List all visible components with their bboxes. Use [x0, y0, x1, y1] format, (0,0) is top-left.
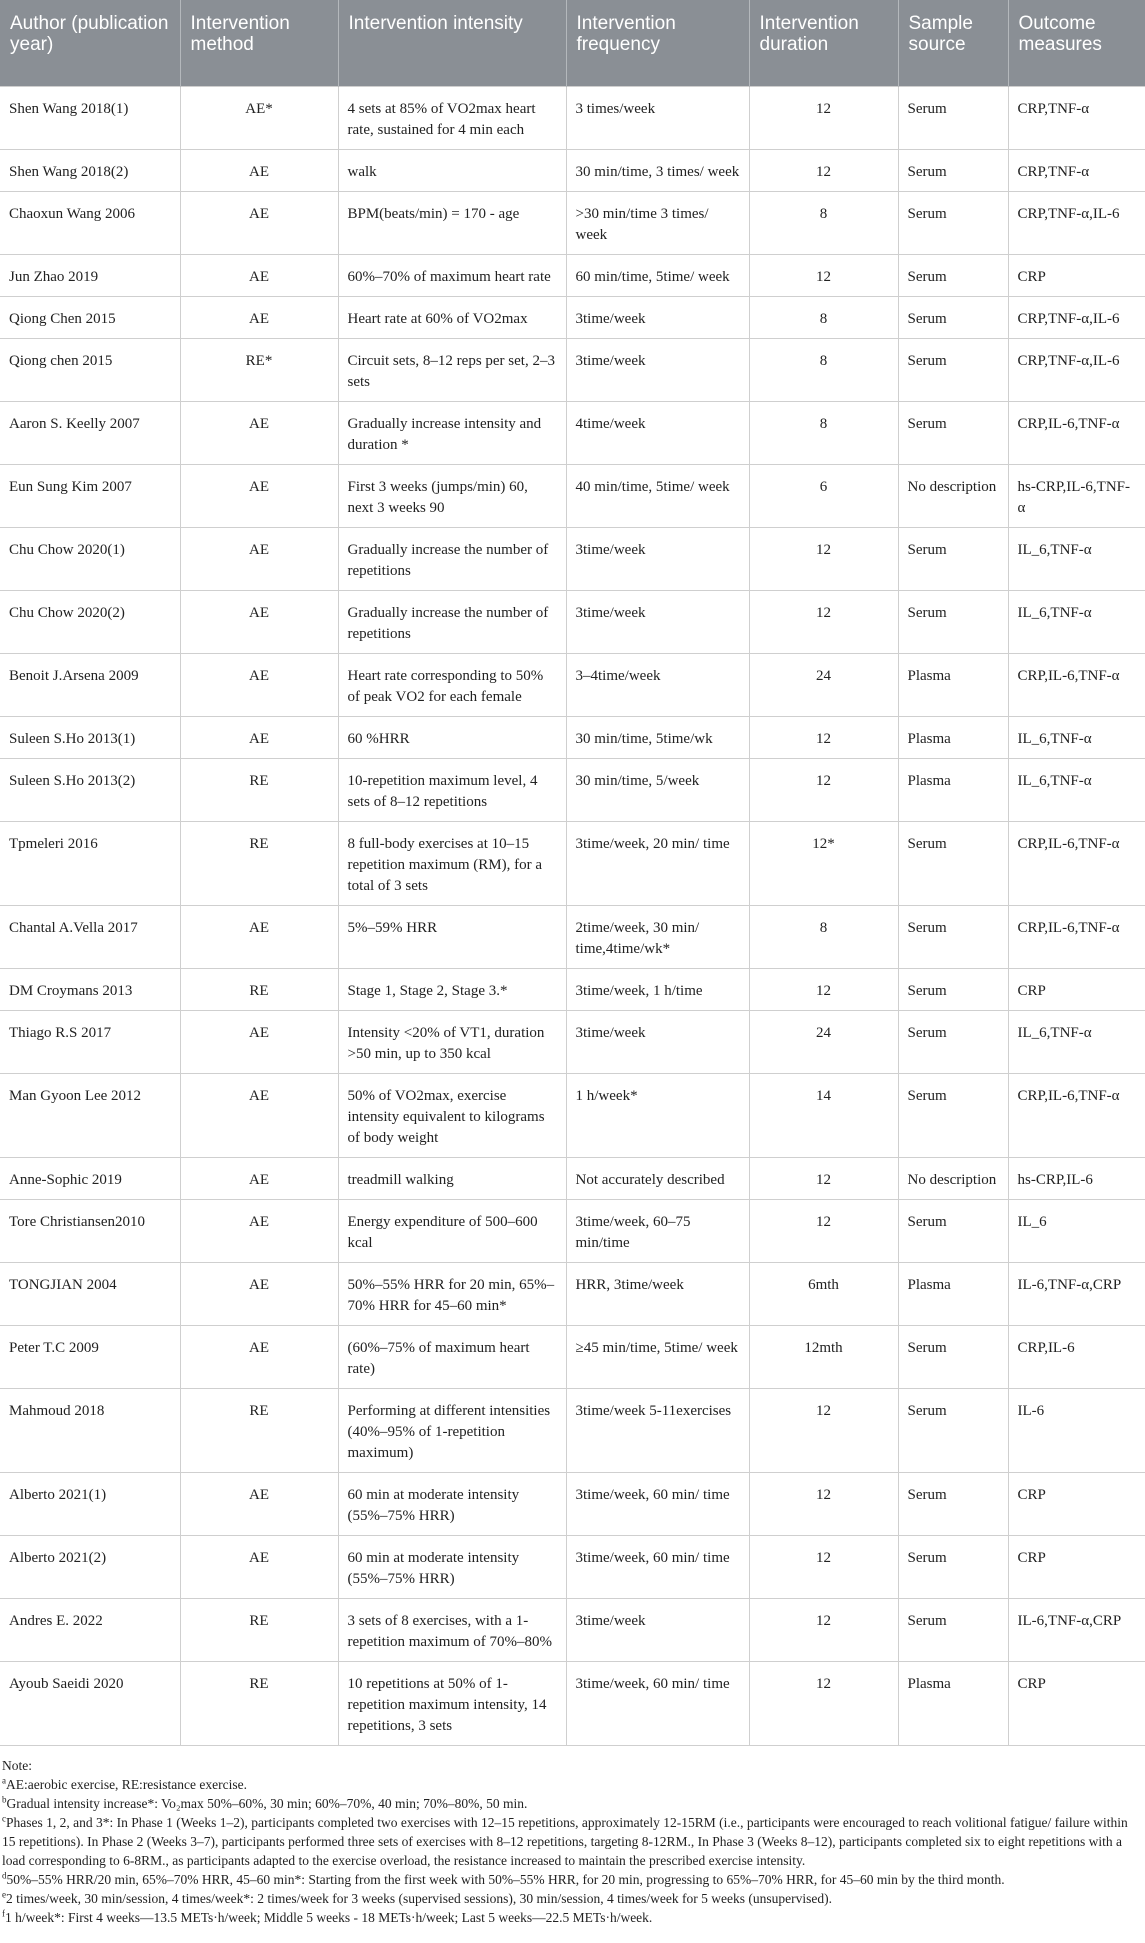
table-row [0, 1662, 1145, 1746]
intensity-cell: 3 sets of 8 exercises, with a 1-repetition maximum of 70%–80% [338, 1599, 566, 1662]
table-row [0, 591, 1145, 654]
note-item [2, 1813, 1143, 1870]
outcome-cell: CRP,IL-6,TNF-α [1008, 1074, 1145, 1158]
author-header: Author (publication year) [0, 0, 180, 87]
author-cell: Chaoxun Wang 2006 [0, 192, 180, 255]
sample-cell: Serum [898, 591, 1008, 654]
method-cell: AE [180, 402, 338, 465]
sample-cell: Serum [898, 297, 1008, 339]
note-text: 1 h/week*: First 4 weeks—13.5 METs·h/week; Middle 5 weeks - 18 METs·h/week; Last 5 weeks—22.5 METs·h/week. [5, 1910, 653, 1925]
intensity-cell: 50% of VO2max, exercise intensity equivalent to kilograms of body weight [338, 1074, 566, 1158]
sample-cell: Plasma [898, 759, 1008, 822]
outcome-cell: CRP,TNF-α [1008, 150, 1145, 192]
frequency-cell: 30 min/time, 3 times/ week [566, 150, 749, 192]
table-body [0, 87, 1145, 1746]
frequency-cell: 3 times/week [566, 87, 749, 150]
duration-cell: 8 [749, 297, 898, 339]
author-cell: Chu Chow 2020(2) [0, 591, 180, 654]
frequency-cell: 3time/week [566, 297, 749, 339]
intensity-cell: walk [338, 150, 566, 192]
outcome-cell: IL_6,TNF-α [1008, 1011, 1145, 1074]
method-cell: AE [180, 1074, 338, 1158]
frequency-cell: 1 h/week* [566, 1074, 749, 1158]
outcome-cell: hs-CRP,IL-6,TNF-α [1008, 465, 1145, 528]
author-cell: Shen Wang 2018(2) [0, 150, 180, 192]
frequency-cell: 3time/week, 1 h/time [566, 969, 749, 1011]
method-cell: RE [180, 822, 338, 906]
intensity-cell: 10-repetition maximum level, 4 sets of 8–12 repetitions [338, 759, 566, 822]
table-row [0, 1074, 1145, 1158]
duration-cell: 12 [749, 969, 898, 1011]
frequency-cell: 3time/week, 60–75 min/time [566, 1200, 749, 1263]
table-header-row [0, 0, 1145, 87]
table-row [0, 969, 1145, 1011]
table-row [0, 255, 1145, 297]
duration-cell: 12* [749, 822, 898, 906]
table-row [0, 87, 1145, 150]
table-row [0, 1389, 1145, 1473]
outcome-cell: IL_6,TNF-α [1008, 759, 1145, 822]
duration-cell: 14 [749, 1074, 898, 1158]
frequency-cell: 3time/week, 60 min/ time [566, 1536, 749, 1599]
intensity-cell: treadmill walking [338, 1158, 566, 1200]
outcome-cell: IL-6,TNF-α,CRP [1008, 1599, 1145, 1662]
table-row [0, 1599, 1145, 1662]
frequency-cell: 4time/week [566, 402, 749, 465]
method-cell: RE [180, 759, 338, 822]
sample-cell: Plasma [898, 654, 1008, 717]
note-marker: f [2, 1908, 5, 1919]
outcome-cell: IL_6,TNF-α [1008, 591, 1145, 654]
duration-cell: 12 [749, 1473, 898, 1536]
table-row [0, 654, 1145, 717]
method-cell: AE [180, 1011, 338, 1074]
intensity-cell: 10 repetitions at 50% of 1-repetition maximum intensity, 14 repetitions, 3 sets [338, 1662, 566, 1746]
sample-cell: Serum [898, 1599, 1008, 1662]
duration-cell: 12 [749, 1389, 898, 1473]
intensity-cell: BPM(beats/min) = 170 - age [338, 192, 566, 255]
outcome-cell: CRP,IL-6,TNF-α [1008, 654, 1145, 717]
duration-cell: 12 [749, 528, 898, 591]
frequency-cell: 3time/week, 60 min/ time [566, 1473, 749, 1536]
intensity-cell: 4 sets at 85% of VO2max heart rate, sustained for 4 min each [338, 87, 566, 150]
frequency-header: Intervention frequency [566, 0, 749, 87]
author-cell: Suleen S.Ho 2013(1) [0, 717, 180, 759]
method-cell: AE [180, 192, 338, 255]
method-cell: AE [180, 297, 338, 339]
author-cell: Ayoub Saeidi 2020 [0, 1662, 180, 1746]
table-row [0, 822, 1145, 906]
method-cell: AE [180, 528, 338, 591]
sample-cell: No description [898, 465, 1008, 528]
method-cell: AE [180, 1473, 338, 1536]
author-cell: Suleen S.Ho 2013(2) [0, 759, 180, 822]
note-item [2, 1908, 1143, 1927]
intensity-cell: Performing at different intensities (40%–95% of 1-repetition maximum) [338, 1389, 566, 1473]
duration-header: Intervention duration [749, 0, 898, 87]
table-row [0, 1011, 1145, 1074]
outcome-cell: CRP,TNF-α,IL-6 [1008, 192, 1145, 255]
intensity-cell: First 3 weeks (jumps/min) 60, next 3 weeks 90 [338, 465, 566, 528]
author-cell: Qiong chen 2015 [0, 339, 180, 402]
duration-cell: 12 [749, 1200, 898, 1263]
frequency-cell: 3time/week [566, 339, 749, 402]
intensity-cell: 50%–55% HRR for 20 min, 65%–70% HRR for 45–60 min* [338, 1263, 566, 1326]
method-cell: RE* [180, 339, 338, 402]
intensity-cell: Intensity <20% of VT1, duration >50 min, up to 350 kcal [338, 1011, 566, 1074]
sample-cell: Serum [898, 1074, 1008, 1158]
notes-title: Note: [2, 1758, 32, 1773]
method-cell: RE [180, 1599, 338, 1662]
outcome-cell: hs-CRP,IL-6 [1008, 1158, 1145, 1200]
frequency-cell: 2time/week, 30 min/ time,4time/wk* [566, 906, 749, 969]
table-row [0, 192, 1145, 255]
outcome-cell: CRP,IL-6,TNF-α [1008, 906, 1145, 969]
author-cell: Chantal A.Vella 2017 [0, 906, 180, 969]
note-text: Gradual intensity increase*: Vo₂max 50%–60%, 30 min; 60%–70%, 40 min; 70%–80%, 50 min. [6, 1796, 528, 1811]
frequency-cell: Not accurately described [566, 1158, 749, 1200]
sample-cell: Serum [898, 1200, 1008, 1263]
outcome-cell: IL-6 [1008, 1389, 1145, 1473]
method-cell: AE [180, 1536, 338, 1599]
intensity-cell: Gradually increase the number of repetitions [338, 528, 566, 591]
intensity-cell: Gradually increase the number of repetitions [338, 591, 566, 654]
frequency-cell: 3time/week [566, 1599, 749, 1662]
method-cell: RE [180, 969, 338, 1011]
intensity-cell: Gradually increase intensity and duration * [338, 402, 566, 465]
sample-cell: Serum [898, 339, 1008, 402]
note-text: 2 times/week, 30 min/session, 4 times/week*: 2 times/week for 3 weeks (supervised sessions), 30 min/session, 4 times/week for 5 weeks (unsupervised). [6, 1891, 832, 1906]
frequency-cell: 60 min/time, 5time/ week [566, 255, 749, 297]
intensity-cell: 60 min at moderate intensity (55%–75% HRR) [338, 1536, 566, 1599]
outcome-cell: CRP [1008, 255, 1145, 297]
author-cell: Man Gyoon Lee 2012 [0, 1074, 180, 1158]
intensity-cell: Stage 1, Stage 2, Stage 3.* [338, 969, 566, 1011]
table-row [0, 1263, 1145, 1326]
sample-cell: Serum [898, 255, 1008, 297]
frequency-cell: 3time/week [566, 591, 749, 654]
table-row [0, 1326, 1145, 1389]
frequency-cell: 3–4time/week [566, 654, 749, 717]
notes-list [2, 1775, 1143, 1927]
duration-cell: 12 [749, 1158, 898, 1200]
duration-cell: 24 [749, 1011, 898, 1074]
outcome-cell: IL_6,TNF-α [1008, 717, 1145, 759]
table-row [0, 906, 1145, 969]
author-cell: Mahmoud 2018 [0, 1389, 180, 1473]
table-row [0, 297, 1145, 339]
table-row [0, 1473, 1145, 1536]
method-cell: AE [180, 717, 338, 759]
method-header: Intervention method [180, 0, 338, 87]
frequency-cell: 3time/week [566, 528, 749, 591]
author-cell: Shen Wang 2018(1) [0, 87, 180, 150]
author-cell: Peter T.C 2009 [0, 1326, 180, 1389]
method-cell: RE [180, 1389, 338, 1473]
table-row [0, 717, 1145, 759]
outcome-cell: CRP,TNF-α,IL-6 [1008, 297, 1145, 339]
intensity-cell: 8 full-body exercises at 10–15 repetition maximum (RM), for a total of 3 sets [338, 822, 566, 906]
author-cell: Benoit J.Arsena 2009 [0, 654, 180, 717]
sample-cell: Plasma [898, 717, 1008, 759]
sample-cell: Serum [898, 150, 1008, 192]
frequency-cell: 3time/week [566, 1011, 749, 1074]
table-notes [0, 1746, 1145, 1927]
sample-header: Sample source [898, 0, 1008, 87]
frequency-cell: 3time/week, 20 min/ time [566, 822, 749, 906]
frequency-cell: >30 min/time 3 times/ week [566, 192, 749, 255]
duration-cell: 12 [749, 1599, 898, 1662]
note-item [2, 1870, 1143, 1889]
intensity-cell: Heart rate at 60% of VO2max [338, 297, 566, 339]
author-cell: Jun Zhao 2019 [0, 255, 180, 297]
intensity-cell: Heart rate corresponding to 50% of peak VO2 for each female [338, 654, 566, 717]
duration-cell: 8 [749, 906, 898, 969]
duration-cell: 12 [749, 717, 898, 759]
frequency-cell: 3time/week, 60 min/ time [566, 1662, 749, 1746]
author-cell: Andres E. 2022 [0, 1599, 180, 1662]
sample-cell: Serum [898, 1326, 1008, 1389]
frequency-cell: ≥45 min/time, 5time/ week [566, 1326, 749, 1389]
method-cell: AE [180, 1263, 338, 1326]
author-cell: DM Croymans 2013 [0, 969, 180, 1011]
intensity-cell: Energy expenditure of 500–600 kcal [338, 1200, 566, 1263]
table-row [0, 1200, 1145, 1263]
author-cell: Tore Christiansen2010 [0, 1200, 180, 1263]
sample-cell: Serum [898, 402, 1008, 465]
table-row [0, 759, 1145, 822]
outcome-cell: CRP [1008, 1536, 1145, 1599]
outcome-cell: CRP,IL-6,TNF-α [1008, 822, 1145, 906]
method-cell: AE [180, 465, 338, 528]
frequency-cell: HRR, 3time/week [566, 1263, 749, 1326]
outcome-cell: CRP,IL-6 [1008, 1326, 1145, 1389]
duration-cell: 12 [749, 591, 898, 654]
method-cell: AE [180, 906, 338, 969]
frequency-cell: 3time/week 5-11exercises [566, 1389, 749, 1473]
intensity-cell: 60%–70% of maximum heart rate [338, 255, 566, 297]
duration-cell: 12 [749, 87, 898, 150]
note-marker: e [2, 1889, 6, 1900]
note-text: AE:aerobic exercise, RE:resistance exercise. [6, 1777, 248, 1792]
author-cell: Alberto 2021(1) [0, 1473, 180, 1536]
duration-cell: 12 [749, 150, 898, 192]
frequency-cell: 40 min/time, 5time/ week [566, 465, 749, 528]
table-row [0, 1158, 1145, 1200]
outcome-cell: IL_6 [1008, 1200, 1145, 1263]
author-cell: Eun Sung Kim 2007 [0, 465, 180, 528]
sample-cell: Serum [898, 906, 1008, 969]
table-row [0, 339, 1145, 402]
outcome-cell: IL_6,TNF-α [1008, 528, 1145, 591]
author-cell: Thiago R.S 2017 [0, 1011, 180, 1074]
author-cell: Tpmeleri 2016 [0, 822, 180, 906]
duration-cell: 8 [749, 192, 898, 255]
duration-cell: 6mth [749, 1263, 898, 1326]
method-cell: AE [180, 591, 338, 654]
sample-cell: Plasma [898, 1662, 1008, 1746]
duration-cell: 8 [749, 402, 898, 465]
outcome-cell: CRP [1008, 1473, 1145, 1536]
method-cell: AE [180, 150, 338, 192]
author-cell: Chu Chow 2020(1) [0, 528, 180, 591]
sample-cell: Serum [898, 1389, 1008, 1473]
sample-cell: Serum [898, 528, 1008, 591]
sample-cell: Serum [898, 192, 1008, 255]
duration-cell: 24 [749, 654, 898, 717]
method-cell: AE [180, 1158, 338, 1200]
duration-cell: 12mth [749, 1326, 898, 1389]
author-cell: Alberto 2021(2) [0, 1536, 180, 1599]
method-cell: AE* [180, 87, 338, 150]
duration-cell: 6 [749, 465, 898, 528]
outcome-cell: CRP,TNF-α [1008, 87, 1145, 150]
frequency-cell: 30 min/time, 5/week [566, 759, 749, 822]
intensity-header: Intervention intensity [338, 0, 566, 87]
intensity-cell: 60 %HRR [338, 717, 566, 759]
note-marker: c [2, 1813, 6, 1824]
note-marker: d [2, 1870, 7, 1881]
method-cell: AE [180, 255, 338, 297]
table-row [0, 528, 1145, 591]
note-item [2, 1889, 1143, 1908]
note-item [2, 1794, 1143, 1813]
duration-cell: 8 [749, 339, 898, 402]
sample-cell: Plasma [898, 1263, 1008, 1326]
duration-cell: 12 [749, 759, 898, 822]
table-row [0, 465, 1145, 528]
table-row [0, 150, 1145, 192]
table-row [0, 1536, 1145, 1599]
note-marker: b [2, 1794, 7, 1805]
author-cell: Anne-Sophic 2019 [0, 1158, 180, 1200]
note-text: Phases 1, 2, and 3*: In Phase 1 (Weeks 1–2), participants completed two exercises with 12–15 repetitions, approximately 12-15RM (i.e., participants were encouraged to reach volitional fatigue/ failure within 15 repetitions). In Phase 2 (Weeks 3–7), participants performed three sets of exercises with 8–12 repetitions, targeting 8-12RM., In Phase 3 (Weeks 8–12), participants completed six to eight repetitions with a load corresponding to 6-8RM., as participants adapted to the exercise overload, the resistance increased to maintain the prescribed exercise intensity. [2, 1815, 1128, 1868]
author-cell: TONGJIAN 2004 [0, 1263, 180, 1326]
sample-cell: Serum [898, 822, 1008, 906]
outcome-cell: CRP [1008, 1662, 1145, 1746]
outcome-cell: CRP [1008, 969, 1145, 1011]
outcome-cell: CRP,IL-6,TNF-α [1008, 402, 1145, 465]
note-text: 50%–55% HRR/20 min, 65%–70% HRR, 45–60 min*: Starting from the first week with 50%–55% HRR, for 20 min, progressing to 65%–70% HRR, for 45–60 min by the third month. [6, 1872, 1005, 1887]
author-cell: Qiong Chen 2015 [0, 297, 180, 339]
sample-cell: No description [898, 1158, 1008, 1200]
method-cell: AE [180, 1200, 338, 1263]
outcome-header: Outcome measures [1008, 0, 1145, 87]
sample-cell: Serum [898, 87, 1008, 150]
duration-cell: 12 [749, 1536, 898, 1599]
sample-cell: Serum [898, 969, 1008, 1011]
intensity-cell: 60 min at moderate intensity (55%–75% HRR) [338, 1473, 566, 1536]
method-cell: AE [180, 1326, 338, 1389]
duration-cell: 12 [749, 1662, 898, 1746]
outcome-cell: CRP,TNF-α,IL-6 [1008, 339, 1145, 402]
frequency-cell: 30 min/time, 5time/wk [566, 717, 749, 759]
note-item [2, 1775, 1143, 1794]
method-cell: RE [180, 1662, 338, 1746]
table-row [0, 402, 1145, 465]
author-cell: Aaron S. Keelly 2007 [0, 402, 180, 465]
duration-cell: 12 [749, 255, 898, 297]
intensity-cell: Circuit sets, 8–12 reps per set, 2–3 sets [338, 339, 566, 402]
sample-cell: Serum [898, 1011, 1008, 1074]
intensity-cell: 5%–59% HRR [338, 906, 566, 969]
outcome-cell: IL-6,TNF-α,CRP [1008, 1263, 1145, 1326]
method-cell: AE [180, 654, 338, 717]
sample-cell: Serum [898, 1536, 1008, 1599]
intensity-cell: (60%–75% of maximum heart rate) [338, 1326, 566, 1389]
sample-cell: Serum [898, 1473, 1008, 1536]
note-marker: a [2, 1775, 6, 1786]
